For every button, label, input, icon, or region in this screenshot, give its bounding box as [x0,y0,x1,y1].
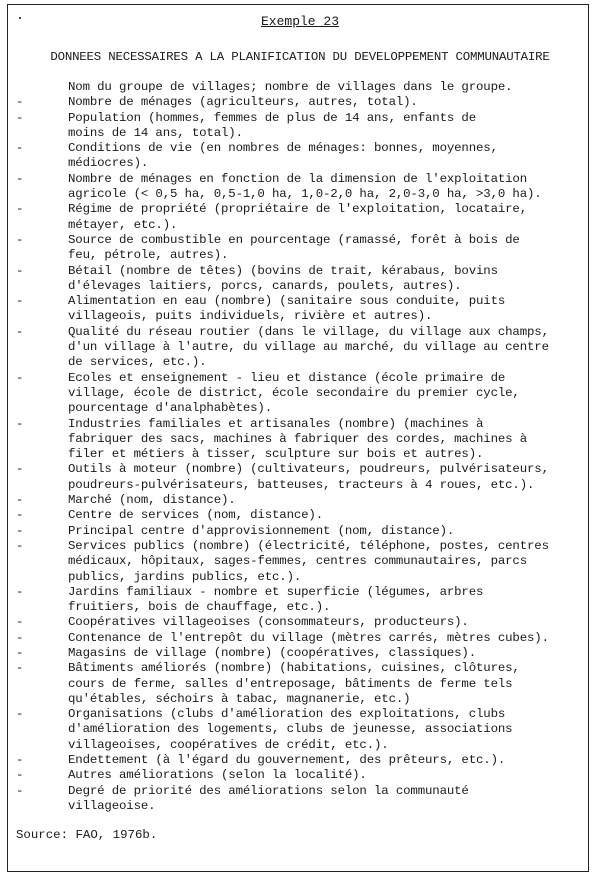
list-item-text: Population (hommes, femmes de plus de 14 ans, enfants de moins de 14 ans, total). [68,110,476,140]
list-dash: - [16,645,24,660]
list-dash: - [16,263,24,278]
list-dash [16,80,68,95]
list-item-text: Outils à moteur (nombre) (cultivateurs, poudreurs, pulvérisateurs, poudreurs-pulvérisateurs, batteuses, tracteurs à 4 roues, etc.). [68,462,549,492]
list-item [16,80,590,95]
list-item-text: Bâtiments améliorés (nombre) (habitations, cuisines, clôtures, cours de ferme, salles d'entreposage, bâtiments de ferme tels qu'étables, séchoirs à tabac, magnanerie, etc.) [68,661,520,706]
list-dash: - [16,324,24,339]
list-item-text: Contenance de l'entrepôt du village (mètres carrés, mètres cubes). [68,630,549,645]
list-item-text: Conditions de vie (en nombres de ménages: bonnes, moyennes, médiocres). [68,141,498,171]
list-item [16,585,590,616]
list-item-text: Industries familiales et artisanales (nombre) (machines à fabriquer des sacs, machines à fabriquer des cordes, machines à filer et métiers à tisser, sculpture sur bois et autres). [68,416,527,462]
list-item-text: Nombre de ménages en fonction de la dimension de l'exploitation agricole (< 0,5 ha, 0,5-1,0 ha, 1,0-2,0 ha, 2,0-3,0 ha, >3,0 ha). [68,171,542,202]
list-dash: - [16,294,24,309]
list-dash: - [16,110,24,125]
list-item [16,631,590,646]
list-item-text: Centre de services (nom, distance). [68,508,323,523]
list-item [16,539,590,585]
list-item-text: Autres améliorations (selon la localité). [68,768,367,783]
list-dash: - [16,202,24,217]
list-item-text: Régime de propriété (propriétaire de l'exploitation, locataire, métayer, etc.). [68,202,527,232]
list-item [16,615,590,630]
list-dash: - [16,508,24,523]
list-dash: - [16,95,24,110]
list-item [16,233,590,264]
example-title: Exemple 23 [260,14,339,29]
list-item-text: Principal centre d'approvisionnement (nom, distance). [68,523,455,538]
data-requirements-list [16,80,590,814]
list-item [16,753,590,768]
list-item [16,784,590,815]
document-heading: DONNEES NECESSAIRES A LA PLANIFICATION DU DEVELOPPEMENT COMMUNAUTAIRE [50,50,550,64]
list-item-text: Organisations (clubs d'amélioration des exploitations, clubs d'amélioration des logements, clubs de jeunesse, associations villageoises, coopératives de crédit, etc.). [68,707,513,752]
list-item [16,661,590,707]
list-item [16,707,590,753]
list-item [16,111,590,142]
list-item [16,294,590,325]
list-item-text: Magasins de village (nombre) (coopératives, classiques). [68,645,476,660]
list-dash: - [16,707,24,722]
list-dash: - [16,753,24,768]
list-item-text: Services publics (nombre) (électricité, téléphone, postes, centres médicaux, hôpitaux, sages-femmes, centres communautaires, parcs publics, jardins publics, etc.). [68,538,549,584]
list-item [16,493,590,508]
list-item-text: Degré de priorité des améliorations selon la communauté villageoise. [68,783,469,813]
list-dash: - [16,416,24,431]
list-item [16,202,590,233]
list-item [16,524,590,539]
list-dash: - [16,584,24,599]
list-item-text: Nom du groupe de villages; nombre de villages dans le groupe. [68,80,513,94]
list-dash: - [16,232,24,247]
list-dash: - [16,630,24,645]
list-dash: - [16,768,24,783]
list-item [16,371,590,417]
list-item [16,462,590,493]
list-item-text: Ecoles et enseignement - lieu et distance (école primaire de village, école de district, école secondaire du premier cycle, pourcentage d'analphabètes). [68,370,520,416]
list-item-text: Jardins familiaux - nombre et superficie (légumes, arbres fruitiers, bois de chauffage, etc.). [68,584,484,615]
list-item [16,508,590,523]
list-item-text: Qualité du réseau routier (dans le village, du village aux champs, d'un village à l'autre, du village au marché, du village au centre de services, etc.). [68,324,549,370]
list-item [16,768,590,783]
list-item [16,264,590,295]
list-item-text: Source de combustible en pourcentage (ramassé, forêt à bois de feu, pétrole, autres). [68,232,520,263]
list-dash: - [16,370,24,385]
list-dash: - [16,538,24,553]
list-item [16,141,590,172]
list-dash: - [16,615,24,630]
list-item [16,95,590,110]
list-item [16,417,590,463]
list-item-text: Endettement (à l'égard du gouvernement, des prêteurs, etc.). [68,753,506,768]
list-dash: - [16,141,24,156]
source-citation: Source: FAO, 1976b. [16,828,158,842]
list-dash: - [16,661,24,676]
list-item [16,172,590,203]
list-dash: - [16,783,24,798]
list-item-text: Marché (nom, distance). [68,493,236,508]
list-item-text: Nombre de ménages (agriculteurs, autres, total). [68,95,418,110]
list-item [16,325,590,371]
list-item-text: Bétail (nombre de têtes) (bovins de trait, kérabaus, bovins d'élevages laitiers, porcs, canards, poulets, autres). [68,263,498,293]
list-dash: - [16,462,24,477]
list-dash: - [16,493,24,508]
list-item [16,646,590,661]
list-dash: - [16,171,24,186]
list-dash: - [16,523,24,538]
list-item-text: Coopératives villageoises (consommateurs, producteurs). [68,615,469,630]
list-item-text: Alimentation en eau (nombre) (sanitaire sous conduite, puits villageois, puits individuels, rivière et autres). [68,294,506,324]
